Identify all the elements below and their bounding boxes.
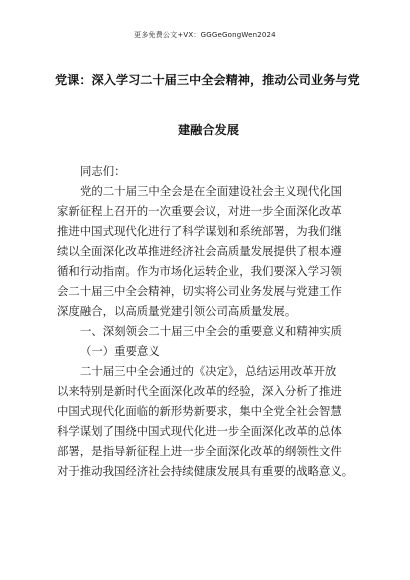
paragraph-line: 续以全面深化改革推进经济社会高质量发展提供了根本遵: [57, 244, 342, 258]
paragraph-line: 推进中国式现代化进行了科学谋划和系统部署，为我们继: [57, 224, 342, 238]
paragraph-line: 会二十届三中全会精神，切实将公司业务发展与党建工作: [57, 284, 342, 298]
document-title-line-1: 党课：深入学习二十届三中全会精神，推动公司业务与党: [55, 73, 360, 87]
paragraph-line: 深度融合，以高质量党建引领公司高质量发展。: [57, 304, 297, 318]
paragraph-line: 部署，是指导新征程上进一步全面深化改革的纲领性文件: [57, 444, 342, 458]
paragraph-line: 家新征程上召开的一次重要会议，对进一步全面深化改革: [57, 204, 342, 218]
paragraph-line: 以来特别是新时代全面深化改革的经验，深入分析了推进: [57, 384, 342, 398]
header-note: 更多免费公文+VX：GGGeGongWen2024: [134, 31, 276, 39]
section-heading-1: 一、深刻领会二十届三中全会的重要意义和精神实质: [80, 324, 342, 338]
paragraph-line: 科学谋划了围绕中国式现代化进一步全面深化改革的总体: [57, 424, 342, 438]
document-body: [57, 161, 357, 481]
paragraph-line: 循和行动指南。作为市场化运转企业，我们要深入学习领: [57, 264, 342, 278]
paragraph-line: 党的二十届三中全会是在全面建设社会主义现代化国: [80, 184, 342, 198]
salutation: 同志们：: [80, 164, 126, 178]
document-title-line-2: 建融合发展: [178, 123, 239, 137]
section-heading-2: （一）重要意义: [80, 344, 160, 358]
paragraph-line: 对于推动我国经济社会持续健康发展具有重要的战略意义。: [57, 464, 354, 478]
paragraph-line: 二十届三中全会通过的《决定》，总结运用改革开放: [80, 364, 337, 378]
paragraph-line: 中国式现代化面临的新形势新要求，集中全党全社会智慧: [57, 404, 342, 418]
